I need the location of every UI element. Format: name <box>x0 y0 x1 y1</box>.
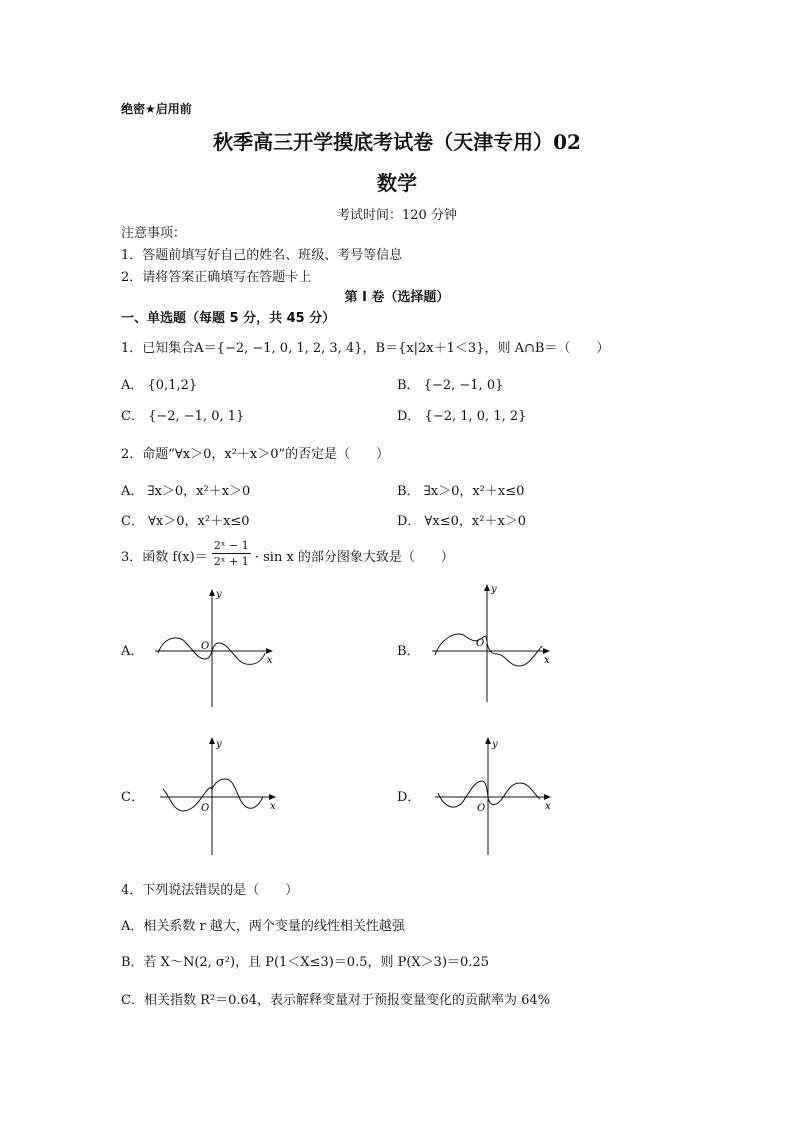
question-3-stem <box>121 538 454 574</box>
y-axis-label: y <box>492 739 498 750</box>
confidential-mark: 绝密★启用前 <box>121 102 192 116</box>
x-axis-arrow <box>543 648 550 654</box>
curve <box>438 781 540 807</box>
y-axis-label: y <box>216 739 222 750</box>
q2-option-c: C． ∀x＞0，x²＋x≤0 <box>121 514 250 529</box>
question-4-stem: 4．下列说法错误的是（ ） <box>121 883 299 898</box>
q3-numerator: 2ˣ − 1 <box>213 539 249 552</box>
q1-option-d: D． {−2, 1, 0, 1, 2} <box>397 409 527 424</box>
x-axis-label: x <box>270 801 276 812</box>
question-1-stem <box>121 337 609 356</box>
x-axis-label: x <box>545 801 551 812</box>
x-axis-label: x <box>544 655 550 666</box>
q1-stem-suffix: ，则 A∩B＝（ ） <box>484 341 610 356</box>
origin-label: O <box>477 803 486 814</box>
q1-set-b: B＝{x|2x＋1＜3} <box>375 341 485 356</box>
q4-option-a: A．相关系数 r 越大，两个变量的线性相关性越强 <box>121 919 405 934</box>
y-axis-label: y <box>491 584 497 595</box>
q3-graph-a <box>150 585 280 710</box>
q3-option-d-label: D． <box>397 790 421 805</box>
q3-option-a-label: A． <box>121 644 144 659</box>
note-item-2: 2．请将答案正确填写在答题卡上 <box>121 270 312 285</box>
exam-time: 考试时间：120 分钟 <box>337 208 457 223</box>
origin-label: O <box>201 641 210 652</box>
x-axis-arrow <box>266 648 273 654</box>
q3-option-b-label: B． <box>397 644 420 659</box>
y-axis-label: y <box>216 589 222 600</box>
origin-label: O <box>476 638 485 649</box>
section-heading: 一、单选题（每题 5 分，共 45 分） <box>121 311 336 326</box>
q3-stem-suffix: · sin x 的部分图象大致是（ ） <box>254 550 454 565</box>
q1-stem-prefix: 1．已知集合 <box>121 341 195 356</box>
q3-graph-d <box>430 733 560 858</box>
x-axis-arrow <box>544 794 551 800</box>
y-axis-arrow <box>485 737 491 744</box>
note-item-1: 1．答题前填写好自己的姓名、班级、考号等信息 <box>121 248 403 263</box>
part-heading: 第 I 卷（选择题） <box>344 290 450 305</box>
y-axis-arrow <box>209 589 215 596</box>
question-2-stem: 2．命题“∀x＞0，x²＋x＞0”的否定是（ ） <box>121 447 390 462</box>
q3-option-c-label: C． <box>121 790 144 805</box>
q1-set-a: A＝{−2, −1, 0, 1, 2, 3, 4} <box>194 341 363 356</box>
q1-option-a: A． {0,1,2} <box>121 378 198 393</box>
origin-label: O <box>201 803 210 814</box>
q2-option-b: B． ∃x＞0，x²＋x≤0 <box>397 484 525 499</box>
x-axis-arrow <box>269 794 276 800</box>
q3-graph-c <box>155 733 285 858</box>
curve <box>435 634 542 666</box>
y-axis-arrow <box>209 737 215 744</box>
q1-option-c: C． {−2, −1, 0, 1} <box>121 409 245 424</box>
y-axis-arrow <box>484 584 490 591</box>
q1-option-b: B． {−2, −1, 0} <box>397 378 504 393</box>
q3-fraction <box>212 538 251 569</box>
q1-separator: ， <box>362 341 376 356</box>
exam-title: 秋季高三开学摸底考试卷（天津专用）02 <box>213 130 581 154</box>
q2-option-a: A． ∃x＞0，x²＋x＞0 <box>121 484 251 499</box>
notes-heading: 注意事项： <box>121 226 187 241</box>
q2-option-d: D． ∀x≤0，x²＋x＞0 <box>397 514 527 529</box>
exam-subject: 数学 <box>377 171 417 195</box>
q4-option-c: C．相关指数 R²＝0.64，表示解释变量对于预报变量变化的贡献率为 64% <box>121 993 551 1008</box>
x-axis-label: x <box>267 655 273 666</box>
curve <box>163 779 263 811</box>
q4-option-b: B．若 X～N(2, σ²)，且 P(1＜X≤3)＝0.5，则 P(X＞3)＝0.25 <box>121 955 489 970</box>
q3-graph-b <box>427 580 557 705</box>
q3-denominator: 2ˣ + 1 <box>213 555 249 568</box>
q3-stem-prefix: 3．函数 f(x)＝ <box>121 550 208 565</box>
